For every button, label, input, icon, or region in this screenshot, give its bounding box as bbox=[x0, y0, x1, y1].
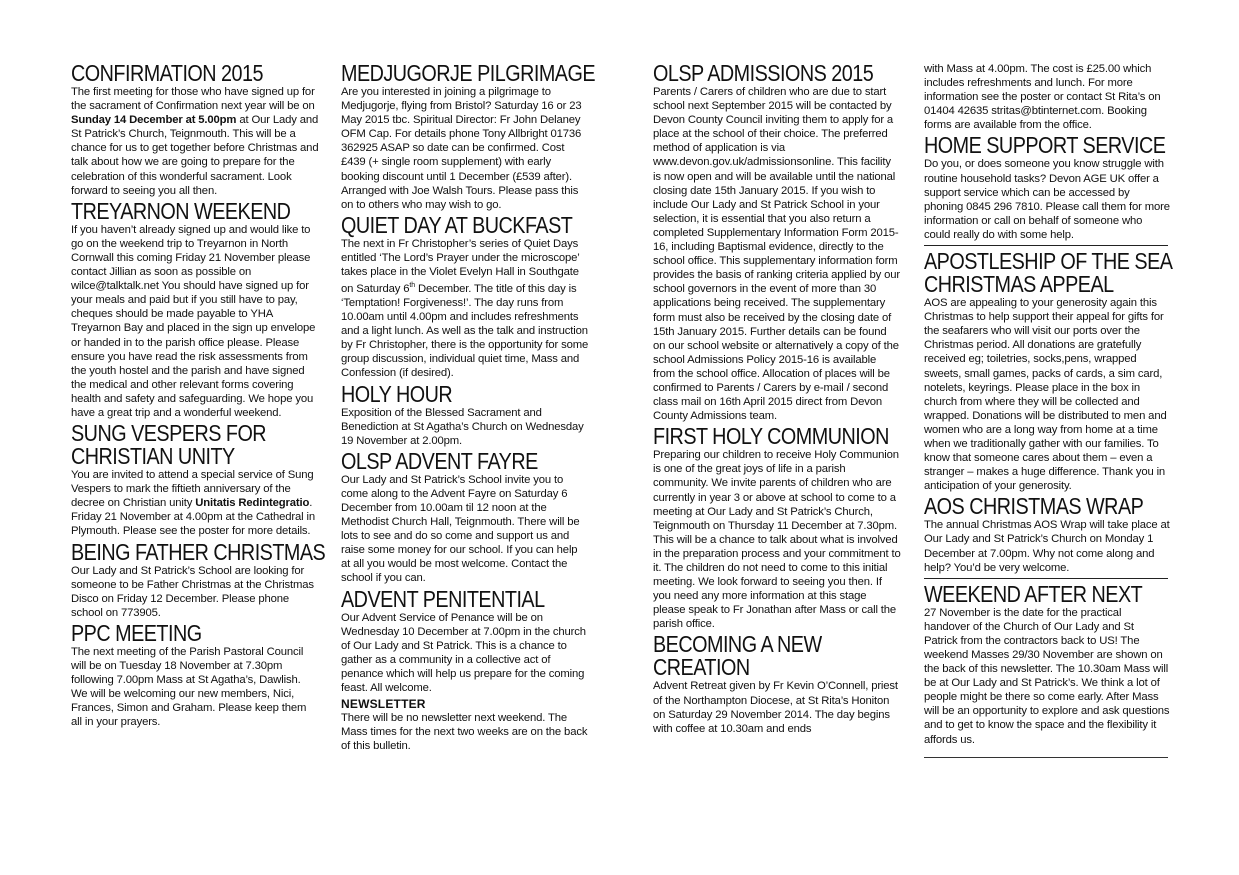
ppc-body: The next meeting of the Parish Pastoral Council will be on Tuesday 18 November at 7.30pm following 7.00pm Mass at St Agatha’s, Dawlish. We will be welcoming our new members, Nici, Frances, Simon and Graham. Please keep them all in your prayers. bbox=[71, 645, 307, 729]
vespers-section bbox=[71, 422, 319, 538]
apostleship-heading-line-1: APOSTLESHIP OF THE SEA bbox=[924, 248, 1173, 275]
aos-wrap-section bbox=[924, 495, 1170, 574]
admissions-body: Parents / Carers of children who are due to start school next September 2015 will be contacted by Devon County Council inviting them to apply for a place at the school of their choice. The preferred method of application is via www.devon.gov.uk/admissionsonline. This facility is now open and will be available until the national closing date 15th January 2015. If you wish to include Our Lady and St Patrick School in your selection, it is essential that you also return a completed Supplementary Information Form 2015-16, including Baptismal evidence, directly to the school office. This supplementary information form provides the basis of ranking criteria applied by our school governors in the event of more than 30 applications being received. The supplementary form must also be received by the closing date of 15th January 2015. Further details can be found on our school website or alternatively a copy of the school Admissions Policy 2015-16 is available from the school office. Allocation of places will be confirmed to Parents / Carers by e-mail / second class mail on 16th April 2015 direct from Devon County Admissions team. bbox=[653, 86, 900, 423]
column-3 bbox=[653, 62, 901, 738]
buckfast-section bbox=[341, 211, 589, 381]
holy-hour-body: Exposition of the Blessed Sacrament and Benediction at St Agatha’s Church on Wednesday 19 November at 2.00pm. bbox=[341, 406, 584, 447]
ppc-heading: PPC MEETING bbox=[71, 619, 202, 646]
divider-rule bbox=[924, 578, 1168, 579]
weekend-body: 27 November is the date for the practical handover of the Church of Our Lady and St Patrick from the contractors back to US! The weekend Masses 29/30 November are shown on the back of this newsletter. The 10.30am Mass will be at Our Lady and St Patrick’s. We think a lot of people might be there so come early. After Mass will be an opportunity to explore and ask questions and to get to know the space and the flexibility it affords us. bbox=[924, 606, 1170, 746]
weekend-section bbox=[924, 580, 1170, 747]
vespers-body bbox=[71, 468, 319, 538]
vespers-heading bbox=[71, 422, 284, 468]
vespers-heading-line-2: CHRISTIAN UNITY bbox=[71, 443, 235, 470]
apostleship-heading-line-2: CHRISTMAS APPEAL bbox=[924, 271, 1114, 298]
penitential-heading: ADVENT PENITENTIAL bbox=[341, 585, 545, 612]
home-support-body: Do you, or does someone you know struggle with routine household tasks? Devon AGE UK offer a support service which can be accessed by phoning 0845 296 7810. Please call them for more information or call on behalf of someone who could really do with some help. bbox=[924, 158, 1170, 241]
new-creation-section bbox=[653, 633, 901, 735]
confirmation-body bbox=[71, 85, 319, 198]
confirmation-date: Sunday 14 December at 5.00pm bbox=[71, 114, 237, 127]
column-2 bbox=[341, 60, 596, 755]
newsletter-section bbox=[341, 697, 589, 753]
buckfast-text-2: December. The title of this day is ‘Temptation! Forgiveness!’. The day runs from 10.00am until 4.00pm and includes refreshments and a light lunch. As well as the talk and instruction by Fr Christopher, there is the opportunity for some group discussion, individual quiet time, Mass and Confession (if desired). bbox=[341, 282, 589, 380]
retreat-continued-body: with Mass at 4.00pm. The cost is £25.00 which includes refreshments and lunch. For more information see the poster or contact St Rita’s on 01404 42635 stritas@btinternet.com. Booking forms are available from the office. bbox=[924, 63, 1161, 132]
communion-body: Preparing our children to receive Holy Communion is one of the great joys of life in a parish community. We invite parents of children who are currently in year 3 or above at school to come to a meeting at Our Lady and St Patrick’s Church, Teignmouth on Thursday 11 December at 7.30pm. This will be a chance to talk about what is involved in the preparation process and your commitment to it. The children do not need to come to this initial meeting. We look forward to seeing you then. If you need any more information at this stage please speak to Fr Jonathan after Mass or call the parish office. bbox=[653, 449, 901, 631]
admissions-section bbox=[653, 62, 901, 423]
buckfast-body bbox=[341, 237, 589, 381]
treyarnon-heading: TREYARNON WEEKEND bbox=[71, 197, 291, 224]
confirmation-heading: CONFIRMATION 2015 bbox=[71, 60, 263, 86]
column-4 bbox=[924, 62, 1173, 762]
newsletter-heading: NEWSLETTER bbox=[341, 697, 426, 712]
holy-hour-section bbox=[341, 380, 589, 448]
weekend-heading: WEEKEND AFTER NEXT bbox=[924, 580, 1143, 607]
communion-section bbox=[653, 425, 901, 631]
buckfast-text-1: The next in Fr Christopher’s series of Quiet Days entitled ‘The Lord’s Prayer under the microscope’ takes place in the Violet Evelyn Hall in Southgate on Saturday 6 bbox=[341, 237, 580, 295]
advent-fayre-heading: OLSP ADVENT FAYRE bbox=[341, 447, 538, 474]
home-support-heading: HOME SUPPORT SERVICE bbox=[924, 132, 1166, 159]
apostleship-section bbox=[924, 248, 1173, 493]
advent-fayre-body: Our Lady and St Patrick’s School invite you to come along to the Advent Fayre on Saturday 6 December from 10.00am til 12 noon at the Methodist Church Hall, Teignmouth. There will be lots to see and do so come and support us and raise some money for our school. If you can help at all you would be most welcome. Contact the school if you can. bbox=[341, 473, 580, 585]
new-creation-heading bbox=[653, 633, 866, 679]
father-christmas-body: Our Lady and St Patrick’s School are looking for someone to be Father Christmas at the Christmas Disco on Friday 12 December. Please phone school on 773905. bbox=[71, 564, 314, 619]
new-creation-heading-line-1: BECOMING A NEW bbox=[653, 631, 822, 658]
buckfast-heading: QUIET DAY AT BUCKFAST bbox=[341, 211, 573, 238]
advent-fayre-section bbox=[341, 447, 589, 586]
penitential-body: Our Advent Service of Penance will be on Wednesday 10 December at 7.00pm in the church of Our Lady and St Patrick. This is a chance to gather as a community in a collective act of penance which will help us prepare for the coming feast. All welcome. bbox=[341, 611, 586, 695]
confirmation-text-2: at Our Lady and St Patrick’s Church, Teignmouth. This will be a chance for us to get together before Christmas and talk about how we are going to prepare for the celebration of this wonderful sacrament. Look forward to seeing you all then. bbox=[71, 114, 319, 197]
apostleship-heading bbox=[924, 248, 1173, 298]
ppc-section bbox=[71, 619, 319, 730]
buckfast-ordinal: th bbox=[409, 282, 415, 290]
new-creation-body: Advent Retreat given by Fr Kevin O’Connell, priest of the Northampton Diocese, at St Rita’s Honiton on Saturday 29 November 2014. The day begins with coffee at 10.30am and ends bbox=[653, 680, 898, 735]
father-christmas-section bbox=[71, 538, 326, 620]
new-creation-heading-line-2: CREATION bbox=[653, 654, 750, 681]
home-support-section bbox=[924, 134, 1170, 242]
penitential-section bbox=[341, 585, 589, 696]
father-christmas-heading: BEING FATHER CHRISTMAS bbox=[71, 538, 326, 565]
apostleship-body: AOS are appealing to your generosity again this Christmas to help support their appeal for gifts for the seafarers who will visit our ports over the Christmas period. All donations are gratefully received eg; toiletries, socks,pens, wrapped sweets, small games, packs of cards, a sim card, notelets, keyrings. Please place in the box in church from where they will be collected and wrapped. Donations will be distributed to men and women who are a long way from home at a time when we traditionally gather with our families. To know that someone cares about them – even a stranger – makes a huge difference. Thank you in anticipation of your generosity. bbox=[924, 297, 1167, 493]
treyarnon-section bbox=[71, 197, 319, 420]
column-1 bbox=[71, 60, 326, 731]
admissions-heading: OLSP ADMISSIONS 2015 bbox=[653, 60, 874, 86]
confirmation-text-1: The first meeting for those who have signed up for the sacrament of Confirmation next year will be on bbox=[71, 86, 315, 113]
medjugorje-heading: MEDJUGORJE PILGRIMAGE bbox=[341, 60, 596, 86]
vespers-decree: Unitatis Redintegratio bbox=[195, 497, 310, 510]
retreat-continued-section bbox=[924, 62, 1170, 132]
aos-wrap-heading: AOS CHRISTMAS WRAP bbox=[924, 493, 1144, 520]
holy-hour-heading: HOLY HOUR bbox=[341, 380, 453, 407]
confirmation-section bbox=[71, 62, 319, 198]
vespers-text-1: You are invited to attend a special service of Sung Vespers to mark the fiftieth anniversary of the decree on Christian unity bbox=[71, 469, 314, 510]
divider-rule bbox=[924, 757, 1168, 758]
medjugorje-section bbox=[341, 60, 596, 212]
vespers-text-2: . Friday 21 November at 4.00pm at the Cathedral in Plymouth. Please see the poster for more details. bbox=[71, 497, 315, 538]
newsletter-body: There will be no newsletter next weekend. The Mass times for the next two weeks are on the back of this bulletin. bbox=[341, 712, 588, 753]
medjugorje-body: Are you interested in joining a pilgrimage to Medjugorje, flying from Bristol? Saturday 16 or 23 May 2015 tbc. Spiritual Director: Fr John Delaney OFM Cap. For details phone Tony Allbright 01736 362925 ASAP so date can be confirmed. Cost £439 (+ single room supplement) with early booking discount until 1 December (£539 after). Arranged with Joe Walsh Tours. Please pass this on to others who may wish to go. bbox=[341, 86, 582, 211]
divider-rule bbox=[924, 245, 1168, 246]
vespers-heading-line-1: SUNG VESPERS FOR bbox=[71, 420, 267, 447]
aos-wrap-body: The annual Christmas AOS Wrap will take place at Our Lady and St Patrick’s Church on Monday 1 December at 7.00pm. Why not come along and help? You’d be very welcome. bbox=[924, 519, 1170, 574]
treyarnon-body: If you haven’t already signed up and would like to go on the weekend trip to Treyarnon in North Cornwall this coming Friday 21 November please contact Jillian as soon as possible on wilce@talktalk.net You should have signed up for your meals and paid but if you still have to pay, cheques should be made payable to YHA Treyarnon Bay and placed in the sign up envelope or handed in to the parish office please. Please ensure you have read the risk assessments from the youth hostel and the parish and have signed the medical and other relevant forms covering health and safety and safeguarding. We hope you have a great trip and a wonderful weekend. bbox=[71, 223, 316, 419]
communion-heading: FIRST HOLY COMMUNION bbox=[653, 423, 889, 450]
